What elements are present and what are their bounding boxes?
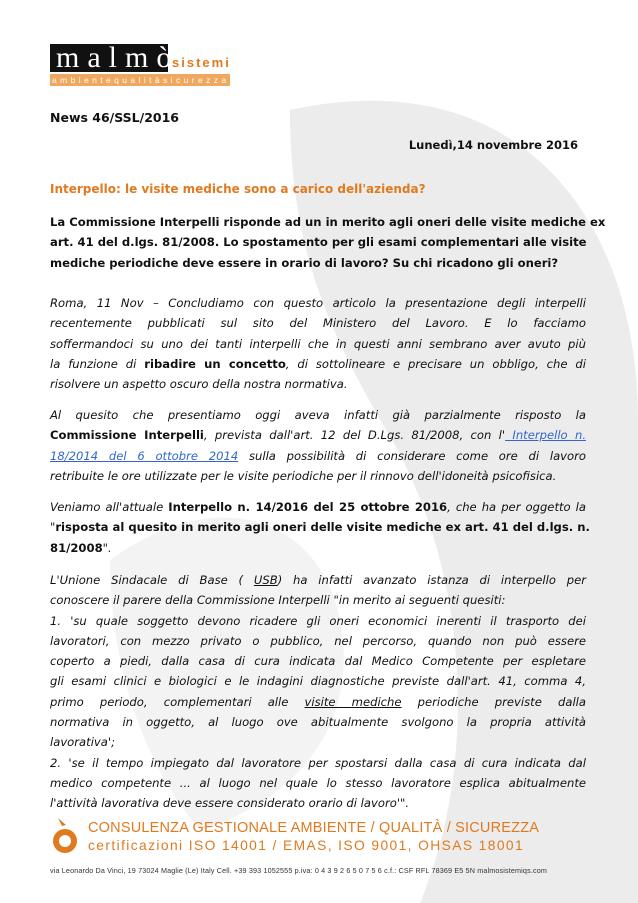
emphasis-text: 81/2008	[50, 540, 103, 555]
text-line: gli esami clinici e biologici e le indagini diagnostiche previste dall'art. 41, comma 4,	[50, 674, 586, 689]
lead-line: art. 41 del d.lgs. 81/2008. Lo spostamento per gli esami complementari alle visite	[50, 235, 587, 250]
lead-line: La Commissione Interpelli risponde ad un in merito agli oneri delle visite mediche ex	[50, 215, 606, 229]
footer-certifications: certificazioni ISO 14001 / EMAS, ISO 9001, OHSAS 18001	[88, 838, 525, 853]
text-run: la funzione di	[50, 356, 145, 371]
text-line: conoscere il parere della Commissione Interpelli "in merito ai seguenti quesiti:	[50, 593, 506, 608]
emphasis-text: ribadire un concetto	[144, 356, 286, 371]
text-line: l'attività lavorativa deve essere considerato orario di lavoro'".	[50, 796, 410, 811]
text-line	[50, 446, 586, 466]
text-line	[50, 517, 590, 537]
text-line	[50, 692, 586, 712]
emphasis-text: Interpello n. 14/2016 del 25 ottobre 2016	[168, 500, 448, 514]
text-run: , che ha per oggetto la	[447, 500, 586, 514]
text-line: 2. 'se il tempo impiegato dal lavoratore per spostarsi dalla casa di cura indicata dal	[50, 755, 586, 770]
paragraph-quesiti	[50, 570, 586, 814]
text-line	[50, 570, 586, 590]
interpello-link[interactable]: 18/2014 del 6 ottobre 2014	[50, 448, 239, 463]
text-run: sulla possibilità di considerare come ore di lavoro	[238, 448, 586, 463]
text-line: Roma, 11 Nov – Concludiamo con questo articolo la presentazione degli interpelli	[50, 296, 586, 310]
text-line	[50, 354, 586, 374]
usb-link[interactable]: USB	[253, 573, 278, 587]
text-line: normativa in oggetto, al luogo ove abitualmente svolgono la propria attività	[50, 715, 586, 730]
text-run: Veniamo all'attuale	[50, 500, 169, 514]
text-line: lavorativa';	[50, 735, 115, 750]
lead-line: mediche periodiche deve essere in orario di lavoro? Su chi ricadono gli oneri?	[50, 255, 559, 270]
text-line: retribuite le ore utilizzate per le visite periodiche per il rinnovo dell'idoneità psicofisica.	[50, 468, 557, 483]
document-subject: Interpello: le visite mediche sono a carico dell'azienda?	[50, 182, 426, 196]
emphasis-text: risposta al quesito in merito agli oneri delle visite mediche ex art. 41 del d.lgs. n.	[55, 520, 590, 535]
text-run: L'Unione Sindacale di Base (	[50, 573, 254, 587]
text-run: periodiche previste dalla	[401, 694, 586, 709]
text-line: 1. 'su quale soggetto devono ricadere gli oneri economici inerenti il trasporto dei	[50, 613, 586, 628]
text-run: primo periodo, complementari alle	[50, 694, 305, 709]
company-logo	[50, 41, 231, 86]
footer-services: CONSULENZA GESTIONALE AMBIENTE / QUALITÀ / SICUREZZA	[88, 820, 540, 836]
text-line: soffermandoci su uno dei tanti interpelli che in questi anni sembrano aver avuto più	[50, 336, 586, 351]
text-run: , di sottolineare e precisare un obbligo, che di	[285, 356, 586, 371]
text-line	[50, 425, 586, 445]
text-line: medico competente ... al luogo nel quale lo stesso lavoratore esplica abitualmente	[50, 775, 586, 790]
interpello-link[interactable]: Interpello n.	[505, 428, 587, 443]
text-run: , prevista dall'art. 12 del D.Lgs. 81/2008, con l'	[203, 428, 506, 443]
paragraph-current-interpello	[50, 497, 590, 558]
news-id: News 46/SSL/2016	[50, 110, 180, 125]
logo-wordmark: malmò	[50, 44, 168, 72]
text-run: "	[50, 520, 56, 535]
logo-tagline: ambientequalitàsicurezza	[52, 75, 230, 85]
paragraph-intro	[50, 293, 586, 394]
text-run: ) ha infatti avanzato istanza di interpello per	[277, 573, 586, 587]
text-run: ".	[102, 540, 112, 555]
footer-address: via Leonardo Da Vinci, 19 73024 Maglie (Le) Italy Cell. +39 393 1052555 p.iva: 0 4 3 9 2 6 5 0 7 5 6 c.f.: CSF RFL 78369 E5 5N malmosistemiqs.com	[50, 866, 547, 875]
text-line: coperto a piedi, dalla casa di cura indicata dal Medico Competente per espletare	[50, 654, 586, 669]
text-line: recentemente pubblicati sul sito del Ministero del Lavoro. E lo facciamo	[50, 316, 586, 331]
text-line	[50, 497, 586, 517]
text-line: Al quesito che presentiamo oggi aveva infatti già parzialmente risposto la	[50, 408, 586, 422]
text-line: risolvere un aspetto oscuro della nostra normativa.	[50, 377, 348, 392]
footer-logo-icon	[50, 816, 80, 856]
text-line	[50, 538, 586, 558]
lead-paragraph	[50, 212, 606, 273]
paragraph-background	[50, 405, 586, 486]
logo-suffix: sistemi	[172, 55, 231, 70]
visite-mediche-link[interactable]: visite mediche	[304, 694, 402, 709]
emphasis-text: Commissione Interpelli	[50, 428, 204, 443]
text-line: lavoratori, con mezzo privato o pubblico, nel percorso, quando non può essere	[50, 633, 586, 648]
document-date: Lunedì,14 novembre 2016	[408, 138, 578, 152]
